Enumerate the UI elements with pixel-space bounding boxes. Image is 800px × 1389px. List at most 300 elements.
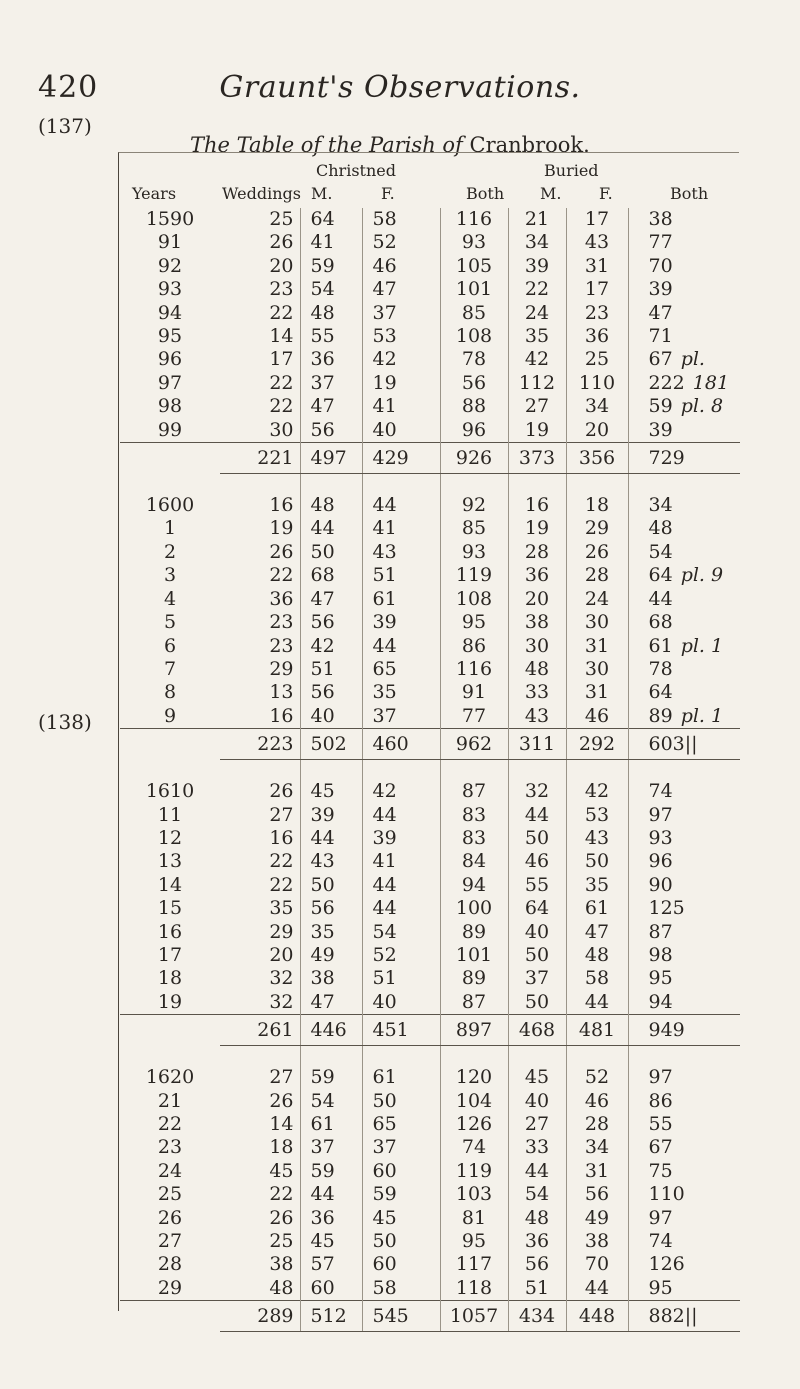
buried-f-cell (566, 1230, 628, 1253)
header-buried-f: F. (599, 184, 613, 203)
year-cell-value: 91 (157, 231, 183, 254)
buried-both-cell-value: 110 (648, 1183, 685, 1206)
buried-m-cell (508, 635, 566, 658)
buried-m-cell-value: 38 (524, 611, 550, 634)
buried-both-cell (628, 921, 740, 944)
christned-m-cell-value: 37 (310, 1136, 335, 1159)
year-cell (120, 348, 220, 371)
weddings-cell-value: 32 (269, 967, 294, 990)
weddings-cell-value: 22 (269, 1183, 294, 1206)
weddings-cell-value: 29 (269, 920, 294, 943)
christned-m-cell-value: 35 (310, 920, 335, 943)
table-title-place: Cranbrook. (469, 133, 590, 157)
christned-f-cell (362, 804, 440, 827)
total-buried-f-cell (566, 1301, 628, 1332)
christned-f-cell-value: 53 (372, 325, 397, 348)
total-christned-both-cell (440, 1301, 508, 1332)
buried-both-cell-value: 64 (648, 681, 673, 704)
christned-m-cell-value: 56 (310, 418, 335, 441)
christned-f-cell-value: 47 (372, 278, 397, 301)
christned-m-cell (300, 874, 362, 897)
christned-m-cell (300, 658, 362, 681)
weddings-cell-value: 16 (269, 826, 294, 849)
weddings-cell (220, 419, 300, 443)
christned-both-cell-value: 56 (461, 371, 487, 394)
buried-m-cell-value: 28 (524, 540, 550, 563)
buried-both-cell-value: 67 (648, 348, 673, 371)
buried-m-cell-value: 64 (524, 897, 550, 920)
buried-both-cell-value: 95 (648, 1276, 673, 1299)
christned-m-cell-value: 45 (310, 780, 335, 803)
page-number: 420 (38, 70, 99, 105)
total-christned-both-cell-value: 897 (455, 1019, 493, 1042)
year-cell-value: 19 (157, 990, 183, 1013)
christned-f-cell (362, 944, 440, 967)
buried-f-cell-value: 30 (584, 657, 610, 680)
table-row (120, 1090, 740, 1113)
buried-f-cell (566, 780, 628, 803)
christned-f-cell-value: 42 (372, 780, 397, 803)
total-christned-f-cell-value: 451 (372, 1019, 409, 1042)
christned-m-cell (300, 1090, 362, 1113)
year-cell-value: 25 (157, 1183, 183, 1206)
header-buried-m: M. (540, 184, 562, 203)
buried-m-cell-value: 20 (524, 587, 550, 610)
christned-both-cell-value: 74 (461, 1136, 487, 1159)
christned-m-cell (300, 494, 362, 517)
christned-f-cell (362, 827, 440, 850)
total-buried-f-cell-value: 292 (578, 733, 616, 756)
total-year-cell (120, 443, 220, 474)
table-row (120, 372, 740, 395)
year-cell-value: 17 (157, 943, 183, 966)
christned-m-cell (300, 967, 362, 990)
buried-both-cell-value: 77 (648, 231, 673, 254)
buried-m-cell-value: 56 (524, 1253, 550, 1276)
total-buried-both-cell (628, 729, 740, 760)
weddings-cell (220, 1207, 300, 1230)
total-buried-f-cell (566, 443, 628, 474)
christned-both-cell-value: 96 (461, 418, 487, 441)
year-cell (120, 372, 220, 395)
christned-both-cell (440, 419, 508, 443)
buried-m-cell (508, 564, 566, 587)
total-buried-m-cell-value: 373 (518, 447, 556, 470)
buried-f-cell (566, 827, 628, 850)
table-row (120, 517, 740, 540)
total-buried-f-cell (566, 1015, 628, 1046)
year-cell (120, 1136, 220, 1159)
christned-m-cell-value: 54 (310, 278, 335, 301)
buried-f-cell-value: 25 (584, 348, 610, 371)
weddings-cell (220, 1230, 300, 1253)
christned-both-cell (440, 967, 508, 990)
table-row (120, 921, 740, 944)
buried-m-cell-value: 32 (524, 780, 550, 803)
buried-m-cell-value: 37 (524, 967, 550, 990)
christned-m-cell-value: 51 (310, 657, 335, 680)
total-christned-m-cell (300, 1301, 362, 1332)
christned-m-cell (300, 419, 362, 443)
christned-f-cell-value: 44 (372, 803, 397, 826)
total-buried-m-cell-value: 468 (518, 1019, 556, 1042)
christned-f-cell (362, 1160, 440, 1183)
christned-m-cell-value: 64 (310, 208, 335, 230)
buried-f-cell (566, 658, 628, 681)
header-years: Years (132, 184, 177, 203)
christned-f-cell-value: 40 (372, 418, 397, 441)
christned-f-cell-value: 43 (372, 540, 397, 563)
buried-f-cell-value: 34 (584, 1136, 610, 1159)
buried-f-cell-value: 18 (584, 494, 610, 517)
buried-f-cell (566, 325, 628, 348)
buried-f-cell (566, 1207, 628, 1230)
weddings-cell-value: 26 (269, 1089, 294, 1112)
christned-both-cell-value: 78 (461, 348, 487, 371)
buried-f-cell-value: 29 (584, 517, 610, 540)
christned-both-cell (440, 705, 508, 729)
table-row (120, 208, 740, 231)
christned-both-cell (440, 541, 508, 564)
christned-m-cell-value: 56 (310, 681, 335, 704)
spacer-cell (440, 1046, 508, 1067)
buried-f-cell-value: 50 (584, 850, 610, 873)
buried-m-cell-value: 24 (524, 301, 550, 324)
spacer-cell (220, 1046, 300, 1067)
year-cell-value: 93 (157, 278, 183, 301)
christned-both-cell-value: 108 (455, 587, 493, 610)
buried-both-cell (628, 208, 740, 231)
buried-both-cell-value: 55 (648, 1113, 673, 1135)
plague-note: pl. (680, 348, 705, 371)
christned-both-cell (440, 255, 508, 278)
buried-m-cell-value: 39 (524, 254, 550, 277)
weddings-cell-value: 20 (269, 943, 294, 966)
total-weddings-cell-value: 221 (257, 447, 294, 470)
buried-m-cell-value: 36 (524, 1230, 550, 1253)
buried-m-cell (508, 1277, 566, 1301)
buried-m-cell (508, 611, 566, 634)
buried-f-cell (566, 278, 628, 301)
year-cell-value: 1600 (145, 494, 195, 517)
buried-m-cell (508, 348, 566, 371)
weddings-cell-value: 22 (269, 371, 294, 394)
weddings-cell (220, 494, 300, 517)
year-cell-value: 24 (157, 1159, 183, 1182)
buried-m-cell-value: 35 (524, 325, 550, 348)
buried-m-cell-value: 40 (524, 920, 550, 943)
buried-f-cell (566, 588, 628, 611)
buried-both-cell-value: 44 (648, 587, 673, 610)
christned-m-cell-value: 43 (310, 850, 335, 873)
buried-both-cell-value: 98 (648, 943, 673, 966)
buried-f-cell (566, 921, 628, 944)
spacer-cell (566, 1046, 628, 1067)
buried-m-cell-value: 22 (524, 278, 550, 301)
header-christned-f: F. (381, 184, 395, 203)
weddings-cell (220, 681, 300, 704)
block-spacer (120, 760, 740, 781)
year-cell-value: 9 (163, 704, 177, 727)
weddings-cell-value: 14 (269, 325, 294, 348)
christned-f-cell-value: 60 (372, 1159, 397, 1182)
buried-f-cell-value: 38 (584, 1230, 610, 1253)
christned-f-cell (362, 1136, 440, 1159)
buried-m-cell-value: 54 (524, 1183, 550, 1206)
spacer-cell (220, 760, 300, 781)
christned-f-cell-value: 44 (372, 897, 397, 920)
buried-both-cell-value: 97 (648, 1206, 673, 1229)
buried-f-cell (566, 494, 628, 517)
christned-m-cell-value: 38 (310, 967, 335, 990)
year-cell-value: 1 (163, 517, 177, 540)
year-cell (120, 1183, 220, 1206)
year-cell (120, 850, 220, 873)
buried-m-cell-value: 43 (524, 704, 550, 727)
buried-both-cell-value: 48 (648, 517, 673, 540)
year-cell-value: 23 (157, 1136, 183, 1159)
buried-both-cell (628, 255, 740, 278)
buried-both-cell-value: 61 (648, 634, 673, 657)
buried-f-cell (566, 991, 628, 1015)
plague-note: 181 (692, 371, 730, 394)
buried-both-cell-value: 47 (648, 301, 673, 324)
christned-m-cell-value: 40 (310, 704, 335, 727)
header-weddings: Weddings (222, 184, 301, 203)
year-cell (120, 1230, 220, 1253)
year-cell (120, 967, 220, 990)
year-cell-value: 2 (163, 540, 177, 563)
table-row (120, 302, 740, 325)
christned-both-cell (440, 991, 508, 1015)
christned-f-cell-value: 37 (372, 301, 397, 324)
buried-f-cell-value: 48 (584, 943, 610, 966)
christned-both-cell-value: 116 (455, 657, 493, 680)
total-buried-m-cell (508, 443, 566, 474)
buried-m-cell (508, 780, 566, 803)
year-cell (120, 921, 220, 944)
buried-f-cell-value: 110 (578, 371, 616, 394)
buried-f-cell (566, 897, 628, 920)
spacer-cell (362, 760, 440, 781)
weddings-cell-value: 25 (269, 1230, 294, 1253)
christned-f-cell (362, 850, 440, 873)
christned-both-cell-value: 101 (455, 943, 493, 966)
christned-f-cell-value: 59 (372, 1183, 397, 1206)
weddings-cell (220, 1066, 300, 1089)
weddings-cell (220, 921, 300, 944)
total-christned-f-cell-value: 429 (372, 447, 409, 470)
christned-f-cell (362, 681, 440, 704)
christned-both-cell (440, 850, 508, 873)
total-year-cell (120, 1301, 220, 1332)
year-cell-value: 1590 (145, 208, 195, 230)
buried-m-cell (508, 705, 566, 729)
buried-both-cell-value: 38 (648, 208, 673, 230)
buried-f-cell-value: 61 (584, 897, 610, 920)
table-row (120, 419, 740, 443)
christned-m-cell (300, 635, 362, 658)
christned-f-cell (362, 372, 440, 395)
year-cell (120, 208, 220, 231)
weddings-cell (220, 897, 300, 920)
buried-both-cell (628, 897, 740, 920)
christned-m-cell-value: 47 (310, 587, 335, 610)
buried-m-cell-value: 46 (524, 850, 550, 873)
table-row (120, 1160, 740, 1183)
christned-both-cell-value: 93 (461, 540, 487, 563)
christned-f-cell-value: 61 (372, 1066, 397, 1089)
year-cell (120, 255, 220, 278)
weddings-cell (220, 780, 300, 803)
weddings-cell (220, 944, 300, 967)
buried-both-cell-value: 86 (648, 1089, 673, 1112)
christned-f-cell (362, 1066, 440, 1089)
christned-both-cell (440, 921, 508, 944)
year-cell (120, 611, 220, 634)
christned-m-cell-value: 44 (310, 517, 335, 540)
buried-m-cell (508, 231, 566, 254)
weddings-cell-value: 26 (269, 1206, 294, 1229)
spacer-cell (440, 760, 508, 781)
total-christned-m-cell (300, 1015, 362, 1046)
total-christned-m-cell-value: 497 (310, 447, 347, 470)
christned-f-cell-value: 45 (372, 1206, 397, 1229)
buried-both-cell (628, 967, 740, 990)
christned-f-cell (362, 231, 440, 254)
buried-both-cell-value: 74 (648, 1230, 673, 1253)
christned-m-cell-value: 42 (310, 634, 335, 657)
christned-m-cell (300, 850, 362, 873)
christned-both-cell-value: 126 (455, 1113, 493, 1135)
buried-m-cell-value: 16 (524, 494, 550, 517)
weddings-cell-value: 23 (269, 278, 294, 301)
christned-f-cell (362, 1253, 440, 1276)
christned-m-cell (300, 991, 362, 1015)
christned-f-cell-value: 50 (372, 1089, 397, 1112)
weddings-cell (220, 874, 300, 897)
buried-f-cell-value: 43 (584, 231, 610, 254)
weddings-cell-value: 29 (269, 657, 294, 680)
buried-f-cell-value: 46 (584, 704, 610, 727)
table-row (120, 1113, 740, 1136)
buried-f-cell-value: 28 (584, 1113, 610, 1135)
spacer-cell (362, 1046, 440, 1067)
table-row (120, 588, 740, 611)
buried-m-cell (508, 921, 566, 944)
christned-both-cell (440, 1253, 508, 1276)
christned-m-cell (300, 231, 362, 254)
christned-m-cell (300, 278, 362, 301)
table-row (120, 325, 740, 348)
christned-f-cell (362, 780, 440, 803)
christned-both-cell (440, 1113, 508, 1136)
year-cell (120, 1253, 220, 1276)
weddings-cell-value: 45 (269, 1159, 294, 1182)
year-cell (120, 517, 220, 540)
buried-both-cell (628, 1113, 740, 1136)
year-cell-value: 13 (157, 850, 183, 873)
buried-m-cell-value: 27 (524, 395, 550, 418)
weddings-cell (220, 541, 300, 564)
weddings-cell-value: 23 (269, 634, 294, 657)
christned-both-cell (440, 1136, 508, 1159)
buried-f-cell (566, 1277, 628, 1301)
total-christned-f-cell (362, 1015, 440, 1046)
christned-f-cell-value: 65 (372, 657, 397, 680)
margin-reference-137: (137) (38, 114, 92, 138)
christned-f-cell (362, 897, 440, 920)
buried-both-cell (628, 991, 740, 1015)
christned-m-cell (300, 1160, 362, 1183)
christned-m-cell-value: 50 (310, 873, 335, 896)
buried-m-cell (508, 1160, 566, 1183)
spacer-cell (566, 474, 628, 495)
spacer-cell (628, 474, 740, 495)
buried-both-cell (628, 588, 740, 611)
total-buried-f-cell-value: 448 (578, 1305, 616, 1328)
christned-m-cell (300, 1277, 362, 1301)
table-row (120, 658, 740, 681)
weddings-cell (220, 348, 300, 371)
christned-f-cell (362, 395, 440, 418)
buried-m-cell (508, 1090, 566, 1113)
buried-f-cell (566, 1183, 628, 1206)
buried-f-cell-value: 49 (584, 1206, 610, 1229)
buried-both-cell (628, 681, 740, 704)
weddings-cell (220, 1090, 300, 1113)
buried-f-cell (566, 541, 628, 564)
buried-both-cell (628, 780, 740, 803)
table-row (120, 395, 740, 418)
christned-f-cell (362, 635, 440, 658)
table-title-prefix: The Table of the Parish of (190, 133, 463, 157)
christned-m-cell-value: 59 (310, 1159, 335, 1182)
buried-m-cell-value: 34 (524, 231, 550, 254)
total-weddings-cell-value: 223 (257, 733, 294, 756)
buried-m-cell-value: 19 (524, 517, 550, 540)
buried-f-cell (566, 255, 628, 278)
year-cell (120, 991, 220, 1015)
buried-both-cell-value: 94 (648, 990, 673, 1013)
total-buried-both-cell (628, 443, 740, 474)
total-christned-f-cell-value: 460 (372, 733, 409, 756)
christned-both-cell (440, 780, 508, 803)
buried-both-cell-value: 39 (648, 278, 673, 301)
weddings-cell (220, 302, 300, 325)
buried-both-cell (628, 1136, 740, 1159)
christned-f-cell (362, 255, 440, 278)
buried-m-cell (508, 325, 566, 348)
weddings-cell (220, 588, 300, 611)
year-cell-value: 5 (163, 611, 177, 634)
christned-m-cell-value: 36 (310, 1206, 335, 1229)
christned-both-cell-value: 85 (461, 517, 487, 540)
christned-both-cell-value: 86 (461, 634, 487, 657)
weddings-cell (220, 1160, 300, 1183)
buried-f-cell (566, 967, 628, 990)
buried-m-cell-value: 42 (524, 348, 550, 371)
buried-f-cell (566, 1113, 628, 1136)
buried-f-cell-value: 28 (584, 564, 610, 587)
buried-f-cell-value: 44 (584, 1276, 610, 1299)
weddings-cell-value: 27 (269, 803, 294, 826)
table-row (120, 897, 740, 920)
christned-m-cell (300, 255, 362, 278)
christned-f-cell (362, 658, 440, 681)
total-buried-f-cell-value: 356 (578, 447, 616, 470)
christned-m-cell (300, 325, 362, 348)
